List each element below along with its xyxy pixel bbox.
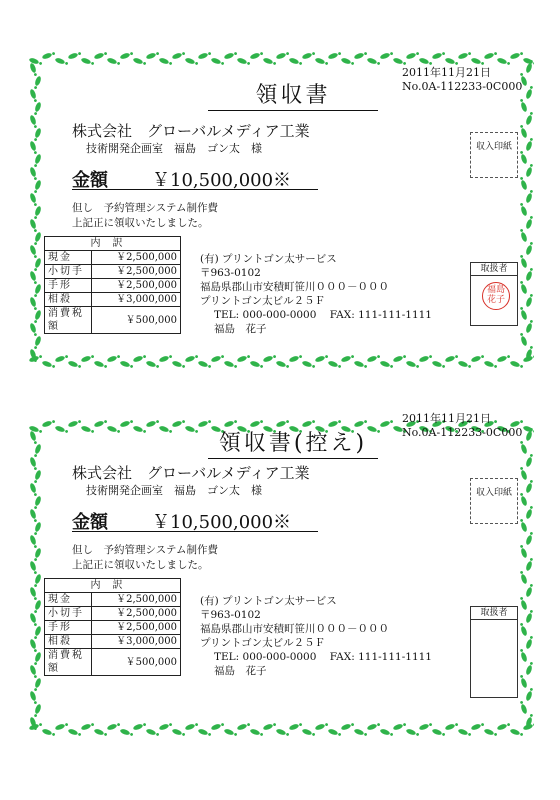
- footprint-mark: [353, 728, 367, 737]
- footprint-mark: [519, 254, 528, 268]
- footprint-mark: [509, 728, 523, 737]
- breakdown-value: ￥2,500,000: [92, 607, 181, 621]
- footprint-mark: [525, 319, 534, 333]
- footprint-mark: [340, 722, 354, 731]
- footprint-mark: [119, 728, 133, 737]
- footprint-mark: [379, 51, 393, 60]
- breakdown-value: ￥500,000: [92, 307, 181, 334]
- recipient-department: 技術開発企画室 福島 ゴン太 様: [86, 484, 262, 497]
- handler-label: 取扱者: [471, 607, 517, 620]
- footprint-mark: [29, 430, 38, 444]
- footprint-mark: [288, 722, 302, 731]
- footprint-mark: [54, 722, 68, 731]
- footprint-mark: [327, 728, 341, 737]
- footprint-mark: [525, 293, 534, 307]
- footprint-mark: [29, 690, 38, 704]
- footprint-mark: [119, 51, 133, 60]
- footprint-mark: [275, 360, 289, 369]
- footprint-mark: [33, 179, 42, 193]
- footprint-mark: [93, 360, 107, 369]
- footprint-mark: [67, 419, 81, 428]
- footprint-mark: [340, 57, 354, 66]
- footprint-mark: [80, 425, 94, 434]
- receipt-date-block: [402, 66, 522, 94]
- receipt-date: 2011年11月21日: [402, 412, 491, 425]
- issuer-name: (有) プリントゴン太サービス: [200, 595, 337, 607]
- footprint-mark: [210, 354, 224, 363]
- footprint-mark: [457, 360, 471, 369]
- footprint-mark: [444, 354, 458, 363]
- footprint-mark: [41, 51, 55, 60]
- issuer-building: プリントゴン太ビル２５Ｆ: [200, 295, 326, 307]
- table-row: [45, 251, 181, 265]
- received-text: 上記正に領収いたしました。: [72, 217, 209, 229]
- footprint-mark: [444, 57, 458, 66]
- footprint-mark: [262, 354, 276, 363]
- footprint-mark: [301, 360, 315, 369]
- footprint-mark: [519, 280, 528, 294]
- footprint-mark: [405, 728, 419, 737]
- footprint-mark: [301, 51, 315, 60]
- footprint-mark: [171, 360, 185, 369]
- footprint-mark: [288, 57, 302, 66]
- footprint-mark: [41, 419, 55, 428]
- amount-label: 金額: [72, 512, 108, 533]
- footprint-mark: [145, 360, 159, 369]
- footprint-mark: [418, 57, 432, 66]
- hanko-text: 福島花子: [486, 285, 505, 305]
- footprint-mark: [29, 192, 38, 206]
- table-row: [45, 635, 181, 649]
- footprint-mark: [106, 425, 120, 434]
- footprint-mark: [519, 674, 528, 688]
- footprint-mark: [33, 153, 42, 167]
- receipt-number: No.0A-112233-0C000: [402, 80, 523, 93]
- footprint-mark: [29, 244, 38, 258]
- hanko-seal: [482, 282, 510, 310]
- footprint-mark: [29, 322, 38, 336]
- footprint-mark: [29, 140, 38, 154]
- table-row: [45, 649, 181, 676]
- issuer-address: 福島県郡山市安積町笹川０００－０００: [200, 623, 389, 635]
- payment-description: 但し 予約管理システム制作費: [72, 202, 218, 214]
- issuer-tel: TEL: 000-000-0000: [214, 309, 317, 321]
- amount-value: ￥10,500,000※: [152, 170, 292, 191]
- issuer-fax: FAX: 111-111-1111: [329, 309, 432, 321]
- receipt-number: No.0A-112233-0C000: [402, 426, 523, 439]
- footprint-mark: [525, 661, 534, 675]
- footprint-mark: [525, 453, 534, 467]
- footprint-mark: [314, 354, 328, 363]
- footprint-mark: [184, 425, 198, 434]
- footprint-mark: [184, 354, 198, 363]
- issuer-person: 福島 花子: [214, 665, 267, 677]
- footprint-mark: [33, 521, 42, 535]
- footprint-mark: [519, 648, 528, 662]
- footprint-mark: [29, 88, 38, 102]
- issuer-name: (有) プリントゴン太サービス: [200, 253, 337, 265]
- issuer-block: [200, 594, 432, 678]
- footprint-mark: [171, 51, 185, 60]
- footprint-mark: [54, 425, 68, 434]
- footprint-mark: [106, 354, 120, 363]
- footprint-mark: [93, 51, 107, 60]
- footprint-mark: [496, 354, 510, 363]
- footprint-mark: [33, 231, 42, 245]
- footprint-mark: [301, 728, 315, 737]
- footprint-mark: [29, 296, 38, 310]
- footprint-mark: [519, 98, 528, 112]
- footprint-mark: [41, 360, 55, 369]
- issuer-building: プリントゴン太ビル２５Ｆ: [200, 637, 326, 649]
- footprint-mark: [158, 354, 172, 363]
- footprint-mark: [470, 57, 484, 66]
- footprint-mark: [29, 534, 38, 548]
- footprint-mark: [525, 267, 534, 281]
- breakdown-label: 現金: [45, 593, 92, 607]
- footprint-mark: [33, 703, 42, 717]
- footprint-mark: [145, 51, 159, 60]
- footprint-mark: [379, 419, 393, 428]
- footprint-mark: [525, 85, 534, 99]
- footprint-mark: [67, 360, 81, 369]
- footprint-mark: [483, 51, 497, 60]
- footprint-mark: [33, 205, 42, 219]
- footprint-mark: [33, 625, 42, 639]
- footprint-mark: [33, 283, 42, 297]
- footprint-mark: [525, 189, 534, 203]
- footprint-mark: [483, 360, 497, 369]
- footprint-mark: [525, 609, 534, 623]
- issuer-contact: [200, 308, 432, 322]
- receipt-title: 領収書: [208, 78, 378, 111]
- table-row: [45, 265, 181, 279]
- footprint-mark: [470, 722, 484, 731]
- handler-box: [470, 262, 518, 326]
- footprint-mark: [29, 62, 38, 76]
- footprint-mark: [106, 722, 120, 731]
- breakdown-value: ￥2,500,000: [92, 621, 181, 635]
- footprint-mark: [392, 354, 406, 363]
- footprint-mark: [54, 354, 68, 363]
- footprint-mark: [519, 202, 528, 216]
- recipient-department: 技術開発企画室 福島 ゴン太 様: [86, 142, 262, 155]
- footprint-mark: [525, 111, 534, 125]
- revenue-stamp-label: 収入印紙: [475, 488, 512, 498]
- footprint-mark: [171, 728, 185, 737]
- footprint-mark: [33, 599, 42, 613]
- footprint-mark: [145, 419, 159, 428]
- receipt-date: 2011年11月21日: [402, 66, 491, 79]
- footprint-mark: [33, 127, 42, 141]
- footprint-mark: [509, 360, 523, 369]
- footprint-mark: [29, 270, 38, 284]
- footprint-mark: [132, 354, 146, 363]
- footprint-mark: [496, 722, 510, 731]
- footprint-mark: [379, 360, 393, 369]
- footprint-mark: [210, 722, 224, 731]
- footprint-mark: [519, 150, 528, 164]
- footprint-mark: [29, 456, 38, 470]
- footprint-mark: [249, 51, 263, 60]
- receipt-date-block: [402, 412, 522, 440]
- footprint-mark: [29, 560, 38, 574]
- revenue-stamp-label: 収入印紙: [475, 142, 512, 152]
- footprint-mark: [353, 360, 367, 369]
- footprint-mark: [119, 419, 133, 428]
- footprint-mark: [379, 728, 393, 737]
- breakdown-value: ￥2,500,000: [92, 279, 181, 293]
- footprint-mark: [33, 677, 42, 691]
- footprint-mark: [525, 163, 534, 177]
- footprint-mark: [392, 57, 406, 66]
- footprint-mark: [519, 228, 528, 242]
- footprint-mark: [525, 479, 534, 493]
- recipient-company: 株式会社 グローバルメディア工業: [72, 464, 310, 482]
- footprint-mark: [262, 57, 276, 66]
- issuer-fax: FAX: 111-111-1111: [329, 651, 432, 663]
- breakdown-label: 相殺: [45, 293, 92, 307]
- receipt-copy: [28, 412, 534, 738]
- footprint-mark: [80, 57, 94, 66]
- footprint-mark: [106, 57, 120, 66]
- issuer-postal: 〒963-0102: [200, 609, 261, 621]
- footprint-mark: [519, 622, 528, 636]
- footprint-mark: [29, 586, 38, 600]
- footprint-mark: [519, 570, 528, 584]
- issuer-block: [200, 252, 432, 336]
- footprint-mark: [418, 722, 432, 731]
- receipt-original: [28, 50, 534, 370]
- revenue-stamp-box: [470, 478, 518, 524]
- footprint-mark: [405, 51, 419, 60]
- footprint-mark: [54, 57, 68, 66]
- footprint-mark: [132, 425, 146, 434]
- breakdown-value: ￥2,500,000: [92, 251, 181, 265]
- footprint-mark: [236, 722, 250, 731]
- footprint-mark: [29, 166, 38, 180]
- amount-underline: [72, 189, 318, 190]
- footprint-mark: [366, 354, 380, 363]
- breakdown-label: 小切手: [45, 607, 92, 621]
- payment-description: 但し 予約管理システム制作費: [72, 544, 218, 556]
- footprint-mark: [519, 700, 528, 714]
- handler-label: 取扱者: [471, 263, 517, 276]
- breakdown-label: 消費税額: [45, 307, 92, 334]
- footprint-mark: [132, 57, 146, 66]
- footprint-mark: [197, 728, 211, 737]
- footprint-mark: [29, 508, 38, 522]
- amount-label: 金額: [72, 170, 108, 191]
- footprint-mark: [223, 360, 237, 369]
- footprint-mark: [236, 57, 250, 66]
- footprint-mark: [145, 728, 159, 737]
- table-row: [45, 593, 181, 607]
- footprint-mark: [197, 51, 211, 60]
- breakdown-label: 相殺: [45, 635, 92, 649]
- footprint-mark: [158, 722, 172, 731]
- footprint-mark: [392, 722, 406, 731]
- footprint-mark: [431, 360, 445, 369]
- table-row: [45, 621, 181, 635]
- breakdown-label: 手形: [45, 621, 92, 635]
- footprint-mark: [519, 124, 528, 138]
- table-row: [45, 279, 181, 293]
- footprint-mark: [519, 596, 528, 610]
- issuer-tel: TEL: 000-000-0000: [214, 651, 317, 663]
- footprint-mark: [29, 664, 38, 678]
- footprint-mark: [80, 354, 94, 363]
- footprint-mark: [327, 360, 341, 369]
- footprint-mark: [519, 492, 528, 506]
- footprint-mark: [525, 241, 534, 255]
- footprint-mark: [33, 75, 42, 89]
- footprint-mark: [41, 728, 55, 737]
- footprint-mark: [33, 469, 42, 483]
- footprint-mark: [119, 360, 133, 369]
- handler-box: [470, 606, 518, 698]
- footprint-mark: [223, 51, 237, 60]
- footprint-mark: [29, 612, 38, 626]
- footprint-mark: [519, 332, 528, 346]
- footprint-mark: [210, 57, 224, 66]
- breakdown-label: 消費税額: [45, 649, 92, 676]
- footprint-mark: [457, 728, 471, 737]
- footprint-mark: [132, 722, 146, 731]
- footprint-mark: [314, 722, 328, 731]
- table-row: [45, 607, 181, 621]
- footprint-mark: [29, 218, 38, 232]
- footprint-mark: [67, 51, 81, 60]
- breakdown-value: ￥3,000,000: [92, 635, 181, 649]
- breakdown-value: ￥2,500,000: [92, 593, 181, 607]
- breakdown-header: 内訳: [45, 237, 181, 251]
- amount-value: ￥10,500,000※: [152, 512, 292, 533]
- footprint-mark: [33, 547, 42, 561]
- footprint-mark: [33, 101, 42, 115]
- footprint-mark: [171, 419, 185, 428]
- footprint-mark: [33, 257, 42, 271]
- footprint-mark: [33, 443, 42, 457]
- footprint-mark: [519, 176, 528, 190]
- footprint-mark: [519, 544, 528, 558]
- footprint-mark: [457, 51, 471, 60]
- breakdown-value: ￥2,500,000: [92, 265, 181, 279]
- footprint-mark: [33, 573, 42, 587]
- footprint-mark: [525, 687, 534, 701]
- issuer-person: 福島 花子: [214, 323, 267, 335]
- footprint-mark: [275, 728, 289, 737]
- footprint-mark: [525, 137, 534, 151]
- footprint-mark: [29, 482, 38, 496]
- footprint-mark: [444, 722, 458, 731]
- footprint-mark: [275, 51, 289, 60]
- footprint-mark: [158, 425, 172, 434]
- issuer-postal: 〒963-0102: [200, 267, 261, 279]
- breakdown-value: ￥3,000,000: [92, 293, 181, 307]
- footprint-mark: [93, 419, 107, 428]
- footprint-mark: [223, 728, 237, 737]
- footprint-mark: [340, 354, 354, 363]
- footprint-mark: [418, 354, 432, 363]
- footprint-mark: [327, 51, 341, 60]
- footprint-mark: [366, 57, 380, 66]
- footprint-mark: [431, 728, 445, 737]
- issuer-contact: [200, 650, 432, 664]
- footprint-mark: [519, 440, 528, 454]
- footprint-mark: [519, 466, 528, 480]
- footprint-mark: [366, 722, 380, 731]
- footprint-mark: [33, 495, 42, 509]
- footprint-mark: [80, 722, 94, 731]
- issuer-address: 福島県郡山市安積町笹川０００－０００: [200, 281, 389, 293]
- table-row: [45, 307, 181, 334]
- revenue-stamp-box: [470, 132, 518, 178]
- breakdown-table: [44, 236, 181, 334]
- breakdown-label: 現金: [45, 251, 92, 265]
- footprint-mark: [184, 57, 198, 66]
- footprint-mark: [525, 583, 534, 597]
- footprint-mark: [262, 722, 276, 731]
- footprint-mark: [431, 51, 445, 60]
- footprint-mark: [353, 51, 367, 60]
- breakdown-label: 手形: [45, 279, 92, 293]
- footprint-mark: [93, 728, 107, 737]
- footprint-mark: [525, 215, 534, 229]
- recipient-company: 株式会社 グローバルメディア工業: [72, 122, 310, 140]
- amount-underline: [72, 531, 318, 532]
- footprint-mark: [519, 518, 528, 532]
- footprint-mark: [158, 57, 172, 66]
- footprint-mark: [33, 309, 42, 323]
- breakdown-value: ￥500,000: [92, 649, 181, 676]
- footprint-mark: [405, 360, 419, 369]
- footprint-mark: [33, 335, 42, 349]
- table-row: [45, 293, 181, 307]
- footprint-mark: [525, 505, 534, 519]
- breakdown-label: 小切手: [45, 265, 92, 279]
- footprint-mark: [525, 531, 534, 545]
- footprint-mark: [483, 728, 497, 737]
- footprint-mark: [249, 360, 263, 369]
- footprint-mark: [288, 354, 302, 363]
- footprint-mark: [67, 728, 81, 737]
- received-text: 上記正に領収いたしました。: [72, 559, 209, 571]
- breakdown-header: 内訳: [45, 579, 181, 593]
- footprint-mark: [33, 651, 42, 665]
- footprint-mark: [236, 354, 250, 363]
- footprint-mark: [314, 57, 328, 66]
- footprint-mark: [470, 354, 484, 363]
- footprint-mark: [197, 360, 211, 369]
- breakdown-table: [44, 578, 181, 676]
- footprint-mark: [249, 728, 263, 737]
- footprint-mark: [29, 638, 38, 652]
- footprint-mark: [525, 635, 534, 649]
- receipt-title: 領収書(控え): [208, 426, 378, 459]
- footprint-mark: [184, 722, 198, 731]
- footprint-mark: [496, 57, 510, 66]
- footprint-mark: [29, 114, 38, 128]
- footprint-mark: [509, 51, 523, 60]
- footprint-mark: [525, 557, 534, 571]
- footprint-mark: [519, 306, 528, 320]
